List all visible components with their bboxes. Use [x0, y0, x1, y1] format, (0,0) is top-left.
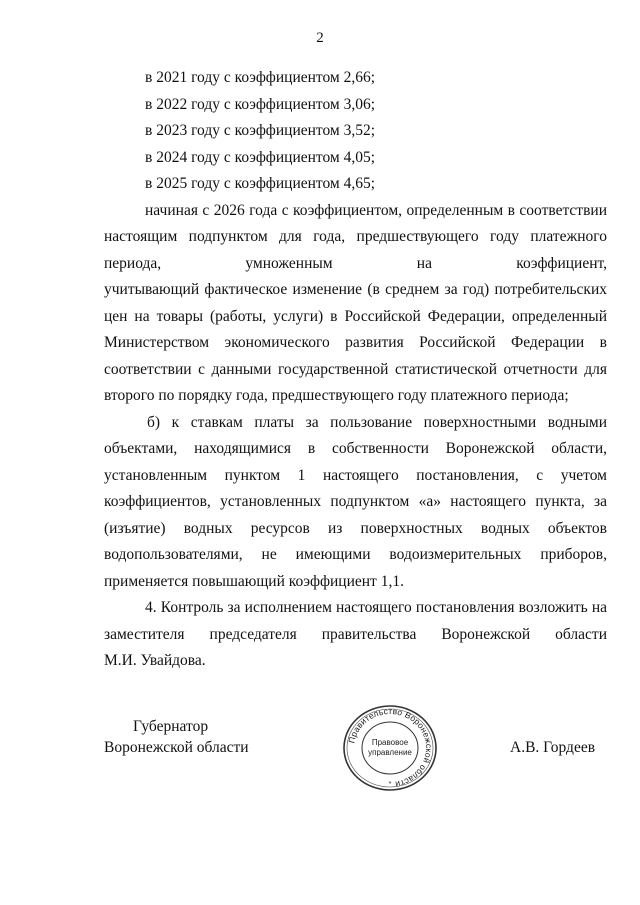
coefficient-line-2022: в 2022 году с коэффициентом 3,06;: [145, 96, 376, 113]
stamp-inner-line1: Правовое: [371, 738, 409, 747]
paragraph-b-line: коэффициентов, установленных подпунктом «а» настоящего пункта, за: [104, 493, 607, 510]
stamp-ring-text: Правительство Воронежской области: [346, 705, 435, 790]
paragraph-b-line: б) к ставкам платы за пользование поверхностными водными: [147, 414, 607, 431]
paragraph-2026-line: цен на товары (работы, услуги) в Российской Федерации, определенный: [104, 308, 607, 325]
paragraph-4-line: 4. Контроль за исполнением настоящего постановления возложить на: [145, 599, 607, 616]
paragraph-b-line: объектами, находящимися в собственности Воронежской области,: [104, 440, 607, 457]
paragraph-2026-line: второго по порядку года, предшествующего году платежного периода;: [104, 387, 569, 404]
paragraph-4-line: заместителя председателя правительства Воронежской области: [104, 626, 607, 643]
paragraph-2026-line: начиная с 2026 года с коэффициентом, определенным в соответствии: [145, 202, 607, 219]
paragraph-2026-line: периода, умноженным на коэффициент,: [104, 255, 607, 272]
paragraph-2026-line: соответствии с данными государственной статистической отчетности для: [104, 361, 607, 378]
page-number: 2: [316, 30, 324, 46]
coefficient-line-2024: в 2024 году с коэффициентом 4,05;: [145, 149, 376, 166]
paragraph-2026-line: учитывающий фактическое изменение (в среднем за год) потребительских: [104, 281, 607, 298]
coefficient-line-2021: в 2021 году с коэффициентом 2,66;: [145, 69, 376, 86]
paragraph-4-line: М.И. Увайдова.: [104, 652, 206, 669]
paragraph-2026-line: Министерством экономического развития Российской Федерации в: [104, 334, 607, 351]
signature-title-line1: Губернатор: [133, 718, 209, 735]
stamp-star: *: [388, 781, 392, 788]
coefficient-line-2023: в 2023 году с коэффициентом 3,52;: [145, 122, 376, 139]
paragraph-2026-line: настоящим подпунктом для года, предшествующего году платежного: [104, 228, 607, 245]
coefficient-line-2025: в 2025 году с коэффициентом 4,65;: [145, 175, 376, 192]
paragraph-b-line: установленным пунктом 1 настоящего постановления, с учетом: [104, 467, 607, 484]
signature-title-line2: Воронежской области: [104, 739, 249, 756]
signature-name: А.В. Гордеев: [510, 739, 596, 756]
paragraph-b-line: применяется повышающий коэффициент 1,1.: [104, 573, 404, 590]
paragraph-b-line: водопользователями, не имеющими водоизмерительных приборов,: [104, 546, 607, 563]
paragraph-b-line: (изъятие) водных ресурсов из поверхностных водных объектов: [104, 520, 607, 537]
stamp-inner-line2: управление: [368, 748, 412, 757]
official-stamp: [340, 703, 440, 793]
